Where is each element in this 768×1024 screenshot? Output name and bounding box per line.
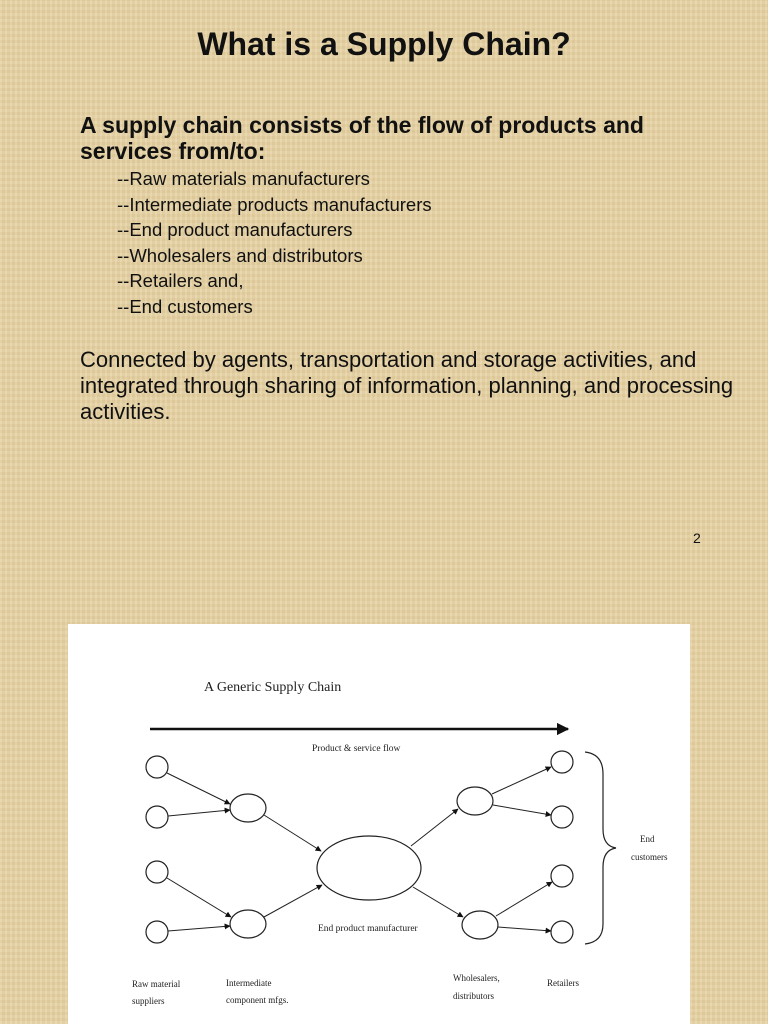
stage-wholesalers-label-2: distributors <box>453 991 495 1001</box>
edge-int1-center <box>264 815 321 851</box>
flow-item-end-product: --End product manufacturers <box>117 219 353 240</box>
connected-text: Connected by agents, transportation and storage activities, and integrated through sharing of information, planning, and processing activities. <box>80 347 734 424</box>
diagram-svg <box>68 624 690 1024</box>
edge-int2-center <box>264 885 322 917</box>
raw-node-1 <box>146 756 168 778</box>
center-label: End product manufacturer <box>318 924 418 934</box>
flow-item-end-customers: --End customers <box>117 295 253 317</box>
stage-intermediate-label-2: component mfgs. <box>226 995 289 1005</box>
stage-retailers-label: Retailers <box>547 978 579 988</box>
raw-node-3 <box>146 861 168 883</box>
end-customers-brace <box>585 752 616 944</box>
retailer-node-1 <box>551 751 573 773</box>
stage-wholesalers-label-1: Wholesalers, <box>453 973 500 983</box>
page-number: 2 <box>693 530 701 546</box>
wholesaler-node-2 <box>462 911 498 939</box>
edge-raw4-int2 <box>168 926 230 931</box>
flow-item-retailers: --Retailers and, <box>117 270 244 291</box>
edge-raw3-int2 <box>167 878 231 917</box>
flow-item-raw-materials: --Raw materials manufacturers <box>117 168 370 189</box>
raw-node-2 <box>146 806 168 828</box>
end-product-manufacturer-node <box>317 836 421 900</box>
intro-text: A supply chain consists of the flow of products and services from/to: <box>80 112 644 164</box>
stage-raw-label-1: Raw material <box>132 979 181 989</box>
retailer-node-2 <box>551 806 573 828</box>
flow-list <box>117 166 432 319</box>
edge-whs1-ret1 <box>492 767 551 794</box>
flow-label: Product & service flow <box>312 744 401 754</box>
edge-raw2-int1 <box>168 810 230 816</box>
stage-intermediate-label-1: Intermediate <box>226 978 272 988</box>
end-customers-label-1: End <box>640 834 655 844</box>
edge-center-whs1 <box>411 809 458 846</box>
intermediate-node-1 <box>230 794 266 822</box>
wholesaler-node-1 <box>457 787 493 815</box>
diagram-title: A Generic Supply Chain <box>204 680 342 695</box>
edge-center-whs2 <box>413 887 463 917</box>
retailer-node-4 <box>551 921 573 943</box>
intermediate-node-2 <box>230 910 266 938</box>
edge-whs2-ret3 <box>496 882 552 916</box>
raw-node-4 <box>146 921 168 943</box>
edge-whs2-ret4 <box>498 927 551 931</box>
flow-item-wholesalers: --Wholesalers and distributors <box>117 244 363 266</box>
supply-chain-diagram <box>68 624 690 1024</box>
stage-raw-label-2: suppliers <box>132 996 165 1006</box>
retailer-node-3 <box>551 865 573 887</box>
edge-whs1-ret2 <box>493 805 551 815</box>
edge-raw1-int1 <box>167 773 230 804</box>
end-customers-label-2: customers <box>631 852 668 862</box>
slide-title: What is a Supply Chain? <box>197 26 571 62</box>
flow-item-intermediate: --Intermediate products manufacturers <box>117 193 432 215</box>
